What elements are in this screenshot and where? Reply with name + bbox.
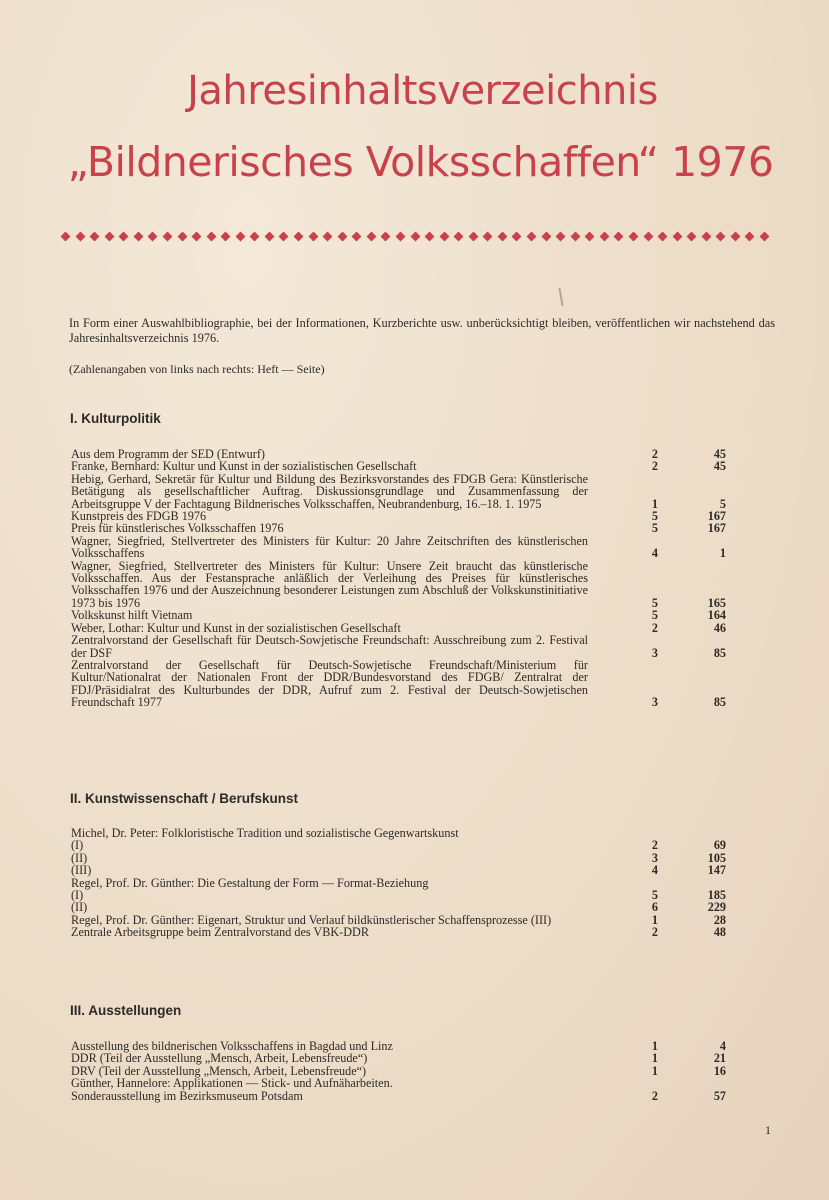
ornament-diamond	[337, 231, 347, 241]
list-item	[71, 560, 726, 610]
entry-seite: 5	[719, 496, 726, 511]
entry-title: Zentralvorstand der Gesellschaft für Deutsch-Sowjetische Freundschaft: Ausschreibung zum 2. Festival der DSF	[71, 633, 588, 660]
entry-heft: 3	[651, 850, 658, 865]
ornament-diamond	[556, 231, 566, 241]
ornament-diamond	[235, 231, 245, 241]
ornament-diamond	[614, 231, 624, 241]
entry-title: (I)	[71, 838, 84, 853]
ornament-diamond	[541, 231, 551, 241]
entry-seite: 4	[719, 1039, 726, 1053]
ornament-diamond	[133, 231, 143, 241]
entry-title: Kunstpreis des FDGB 1976	[71, 509, 207, 524]
entry-heft: 1	[651, 912, 658, 927]
section-entries-kunstwissenschaft	[71, 827, 726, 939]
entry-title: Franke, Bernhard: Kultur und Kunst in der sozialistischen Gesellschaft	[71, 459, 417, 474]
page-number: 1	[765, 1123, 771, 1137]
ornament-diamond	[250, 231, 260, 241]
entry-seite: 45	[713, 447, 726, 461]
entry-heft: 5	[651, 608, 658, 623]
entry-title: Michel, Dr. Peter: Folkloristische Tradition und sozialistische Gegenwartskunst	[71, 826, 459, 840]
intro-paragraph: In Form einer Auswahlbibliographie, bei der Informationen, Kurzberichte usw. unberücksichtigt bleiben, veröffentlichen wir nachstehend das Jahresinhaltsverzeichnis 1976.	[69, 316, 775, 345]
entry-heft: 4	[651, 546, 658, 561]
list-item	[71, 535, 726, 560]
entry-heft: 2	[651, 459, 658, 474]
ornament-diamond	[483, 231, 493, 241]
ornament-diamond	[527, 231, 537, 241]
ornament-diamond	[701, 231, 711, 241]
section-entries-kulturpolitik	[71, 448, 726, 709]
entry-seite: 185	[707, 888, 726, 903]
ornament-diamond	[658, 231, 668, 241]
entry-title: Volkskunst hilft Vietnam	[71, 608, 193, 623]
ornament-diamond	[672, 231, 682, 241]
list-item	[71, 473, 726, 510]
entry-title: (II)	[71, 850, 88, 865]
list-item	[71, 659, 726, 709]
entry-seite: 147	[707, 863, 726, 878]
ornament-diamond	[425, 231, 435, 241]
entry-seite: 1	[719, 546, 726, 561]
ornament-diamond	[468, 231, 478, 241]
ornament-diamond	[410, 231, 420, 241]
ornament-diamond	[192, 231, 202, 241]
ornament-diamond	[279, 231, 289, 241]
entry-seite: 46	[713, 620, 726, 635]
entry-heft: 2	[651, 447, 658, 461]
ornament-diamond	[512, 231, 522, 241]
ornament-diamond	[75, 231, 85, 241]
list-item	[71, 460, 726, 472]
entry-seite: 167	[707, 521, 726, 536]
entry-title: Preis für künstlerisches Volksschaffen 1976	[71, 521, 284, 536]
section-heading-kulturpolitik: I. Kulturpolitik	[70, 411, 161, 426]
entry-seite: 45	[713, 459, 726, 474]
entry-title: (II)	[71, 900, 88, 915]
ornament-diamond	[381, 231, 391, 241]
section-heading-ausstellungen: III. Ausstellungen	[70, 1003, 182, 1018]
entry-title: Zentrale Arbeitsgruppe beim Zentralvorstand des VBK-DDR	[71, 925, 369, 940]
ornament-diamond	[395, 231, 405, 241]
entry-seite: 167	[707, 509, 726, 524]
list-item	[71, 522, 726, 534]
entry-heft: 6	[651, 900, 658, 915]
ornament-diamond	[90, 231, 100, 241]
entry-seite: 85	[713, 645, 726, 660]
entry-seite: 85	[713, 695, 726, 710]
list-item	[71, 1090, 726, 1102]
entry-title: (I)	[71, 888, 84, 903]
ornament-diamond	[352, 231, 362, 241]
section-entries-ausstellungen	[71, 1040, 726, 1102]
entry-heft: 2	[651, 620, 658, 635]
entry-heft: 5	[651, 595, 658, 610]
ornament-diamond	[294, 231, 304, 241]
ornament-diamond	[599, 231, 609, 241]
entry-heft: 1	[651, 1051, 658, 1066]
entry-seite: 229	[707, 900, 726, 915]
entry-title: Hebig, Gerhard, Sekretär für Kultur und Bildung des Bezirksvorstandes des FDGB Gera: Künstlerische Betätigung als gesellschaftlicher Auftrag. Diskussionsgrundlage und Zusammenfassung der Arbeitsgruppe V der Fachtagung Bildnerisches Volksschaffen, Neubrandenburg, 16.–18. 1. 1975	[71, 471, 588, 511]
ornament-diamond	[206, 231, 216, 241]
entry-seite: 57	[713, 1088, 726, 1103]
ornament-diamond	[585, 231, 595, 241]
document-subtitle: „Bildnerisches Volksschaffen“ 1976	[67, 138, 774, 186]
entry-title: Wagner, Siegfried, Stellvertreter des Ministers für Kultur: Unsere Zeit braucht das künstlerische Volksschaffen. Aus der Festansprache anläßlich der Verleihung des Preises für künstlerisches Volksschaffen 1976 und der Auszeichnung besonderer Leistungen zum Abschluß der Volkskunstinitiative 1973 bis 1976	[71, 558, 588, 610]
ornament-diamond	[745, 231, 755, 241]
list-item	[71, 634, 726, 659]
entry-title: Regel, Prof. Dr. Günther: Die Gestaltung der Form — Format-Beziehung	[71, 875, 429, 890]
ornament-diamond	[162, 231, 172, 241]
list-item	[71, 1077, 726, 1089]
entry-seite: 105	[707, 850, 726, 865]
entry-heft: 2	[651, 1088, 658, 1103]
entry-title: Zentralvorstand der Gesellschaft für Deutsch-Sowjetische Freundschaft/Ministerium für Kultur/Nationalrat der Nationalen Front der DDR/Bundesvorstand des FDGB/ Zentralrat der FDJ/Präsidialrat des Kulturbundes der DDR, Aufruf zum 2. Festival der Deutsch-Sowjetischen Freundschaft 1977	[71, 657, 588, 710]
entry-heft: 1	[651, 496, 658, 511]
entry-heft: 1	[651, 1039, 658, 1053]
entry-title: Sonderausstellung im Bezirksmuseum Potsdam	[71, 1088, 303, 1103]
ornament-diamond	[454, 231, 464, 241]
list-item	[71, 926, 726, 938]
list-item	[71, 827, 726, 839]
list-item	[71, 889, 726, 901]
entry-heft: 2	[651, 925, 658, 940]
ornament-diamond	[730, 231, 740, 241]
paper-crease	[558, 288, 563, 306]
ornament-diamond	[439, 231, 449, 241]
ornament-diamond	[570, 231, 580, 241]
entry-heft: 1	[651, 1063, 658, 1078]
entry-seite: 164	[707, 608, 726, 623]
entry-title: DRV (Teil der Ausstellung „Mensch, Arbeit, Lebensfreude“)	[71, 1063, 367, 1078]
ornament-diamond	[308, 231, 318, 241]
reading-note: (Zahlenangaben von links nach rechts: Heft — Seite)	[69, 362, 325, 376]
ornament-diamond	[760, 231, 770, 241]
ornament-diamond	[61, 231, 71, 241]
ornament-divider	[62, 230, 768, 242]
ornament-diamond	[687, 231, 697, 241]
entry-heft: 3	[651, 695, 658, 710]
entry-heft: 3	[651, 645, 658, 660]
entry-heft: 5	[651, 509, 658, 524]
ornament-diamond	[628, 231, 638, 241]
list-item	[71, 864, 726, 876]
entry-title: (III)	[71, 863, 92, 878]
entry-heft: 5	[651, 888, 658, 903]
ornament-diamond	[148, 231, 158, 241]
ornament-diamond	[264, 231, 274, 241]
entry-title: Wagner, Siegfried, Stellvertreter des Ministers für Kultur: 20 Jahre Zeitschriften des künstlerischen Volksschaffens	[71, 533, 588, 561]
ornament-diamond	[323, 231, 333, 241]
entry-seite: 48	[713, 925, 726, 940]
ornament-diamond	[119, 231, 129, 241]
list-item	[71, 852, 726, 864]
entry-seite: 165	[707, 595, 726, 610]
entry-title: Regel, Prof. Dr. Günther: Eigenart, Struktur und Verlauf bildkünstlerischer Schaffensprozesse (III)	[71, 912, 552, 927]
entry-heft: 4	[651, 863, 658, 878]
document-title: Jahresinhaltsverzeichnis	[187, 68, 658, 114]
ornament-diamond	[716, 231, 726, 241]
entry-title: Ausstellung des bildnerischen Volksschaffens in Bagdad und Linz	[71, 1039, 393, 1053]
list-item	[71, 877, 726, 889]
ornament-diamond	[366, 231, 376, 241]
entry-title: Weber, Lothar: Kultur und Kunst in der sozialistischen Gesellschaft	[71, 620, 401, 635]
list-item	[71, 901, 726, 913]
entry-seite: 21	[713, 1051, 726, 1066]
entry-heft: 2	[651, 838, 658, 853]
list-item	[71, 839, 726, 851]
list-item	[71, 1052, 726, 1064]
list-item	[71, 609, 726, 621]
ornament-diamond	[177, 231, 187, 241]
ornament-diamond	[104, 231, 114, 241]
entry-seite: 16	[713, 1063, 726, 1078]
entry-seite: 28	[713, 912, 726, 927]
entry-seite: 69	[713, 838, 726, 853]
entry-title: Aus dem Programm der SED (Entwurf)	[71, 447, 265, 461]
ornament-diamond	[497, 231, 507, 241]
entry-title: Günther, Hannelore: Applikationen — Stick- und Aufnäharbeiten.	[71, 1076, 393, 1091]
ornament-diamond	[643, 231, 653, 241]
entry-title: DDR (Teil der Ausstellung „Mensch, Arbeit, Lebensfreude“)	[71, 1051, 368, 1066]
section-heading-kunstwissenschaft: II. Kunstwissenschaft / Berufskunst	[70, 791, 299, 806]
entry-heft: 5	[651, 521, 658, 536]
ornament-diamond	[221, 231, 231, 241]
